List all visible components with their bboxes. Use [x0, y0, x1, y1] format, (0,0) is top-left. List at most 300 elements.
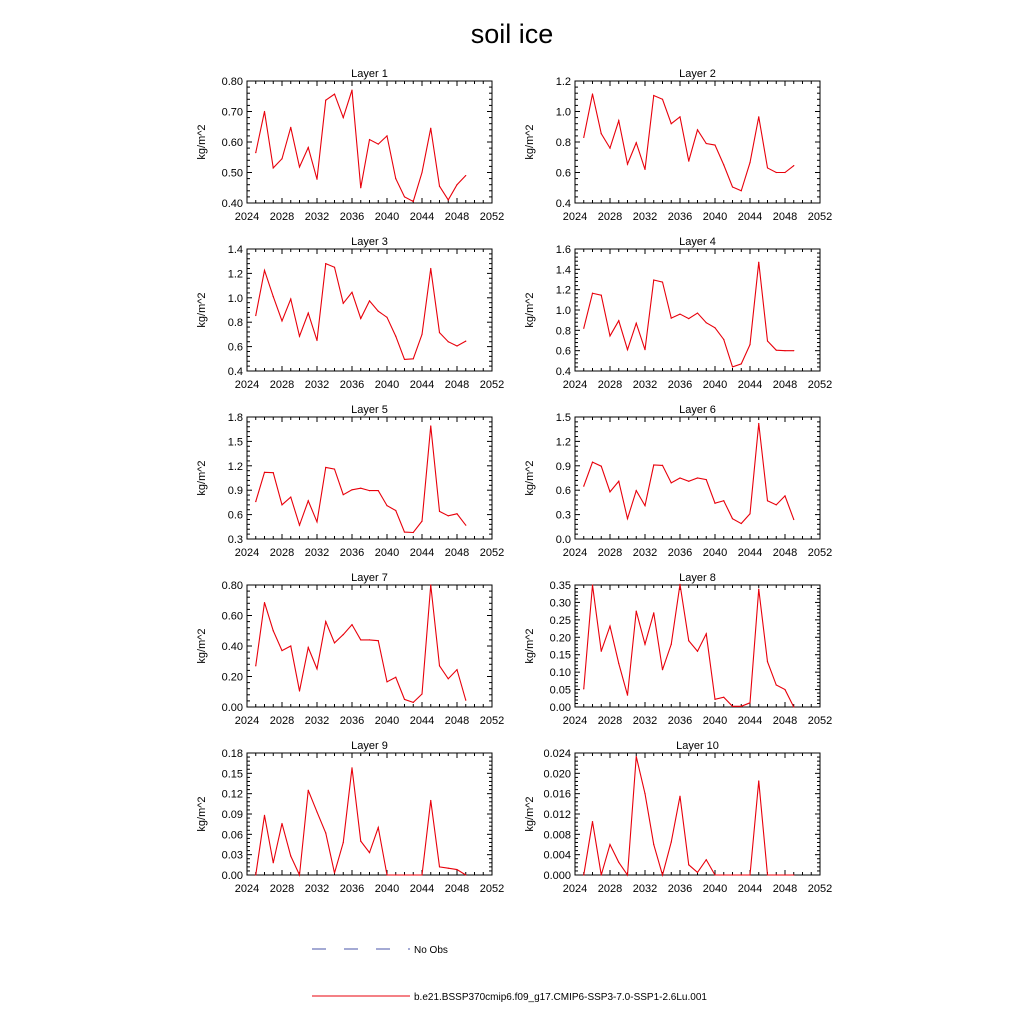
x-tick-label: 2040 [374, 211, 400, 223]
data-point [299, 690, 300, 691]
x-tick-label: 2040 [374, 547, 400, 559]
data-point [601, 133, 602, 134]
y-tick-label: 0.70 [221, 106, 243, 119]
data-point [636, 490, 637, 491]
panel-layer-9 [196, 740, 504, 895]
data-point [325, 467, 326, 468]
data-point [679, 313, 680, 314]
panel-title: Layer 1 [351, 68, 388, 80]
data-point [714, 874, 715, 875]
x-tick-label: 2052 [807, 883, 833, 895]
data-point [378, 490, 379, 491]
data-point [776, 350, 777, 351]
y-tick-label: 0.80 [221, 580, 243, 592]
panel-title: Layer 2 [679, 68, 716, 80]
data-point [732, 366, 733, 367]
y-tick-label: 0.6 [555, 167, 571, 180]
data-point [316, 521, 317, 522]
data-point [290, 298, 291, 299]
x-tick-label: 2024 [562, 547, 588, 559]
data-point [688, 318, 689, 319]
data-point [609, 491, 610, 492]
data-point [308, 790, 309, 791]
x-tick-label: 2036 [339, 379, 365, 391]
data-point [273, 296, 274, 297]
data-point [679, 796, 680, 797]
data-point [448, 199, 449, 200]
data-point [776, 504, 777, 505]
y-tick-label: 0.008 [543, 829, 571, 842]
data-point [308, 312, 309, 313]
data-point [439, 511, 440, 512]
data-point [662, 669, 663, 670]
y-tick-label: 0.016 [543, 788, 571, 801]
y-tick-label: 0.15 [549, 649, 571, 662]
data-point [386, 874, 387, 875]
data-point [439, 866, 440, 867]
data-point [325, 263, 326, 264]
x-tick-label: 2048 [444, 211, 470, 223]
data-point [325, 621, 326, 622]
x-tick-label: 2040 [374, 883, 400, 895]
data-point [741, 190, 742, 191]
data-point [369, 852, 370, 853]
plot-frame [247, 417, 492, 539]
x-tick-label: 2040 [702, 379, 728, 391]
data-point [697, 312, 698, 313]
data-point [316, 340, 317, 341]
y-tick-label: 1.4 [555, 264, 571, 277]
data-point [714, 503, 715, 504]
x-tick-label: 2044 [737, 715, 763, 727]
x-tick-label: 2032 [632, 883, 658, 895]
y-tick-label: 0.40 [221, 198, 243, 210]
data-point [264, 602, 265, 603]
y-tick-label: 1.5 [555, 412, 571, 424]
y-tick-label: 0.40 [221, 641, 243, 653]
data-point [290, 127, 291, 128]
data-point [290, 855, 291, 856]
series-line [256, 264, 466, 360]
data-point [671, 644, 672, 645]
x-tick-label: 2024 [234, 379, 260, 391]
x-tick-label: 2048 [772, 883, 798, 895]
y-tick-label: 0.6 [227, 509, 243, 522]
data-point [404, 874, 405, 875]
data-point [273, 472, 274, 473]
data-point [369, 300, 370, 301]
data-point [351, 767, 352, 768]
data-point [688, 864, 689, 865]
data-point [386, 505, 387, 506]
x-tick-label: 2036 [339, 547, 365, 559]
data-point [644, 793, 645, 794]
data-point [255, 501, 256, 502]
x-tick-label: 2032 [632, 379, 658, 391]
plot-frame [247, 585, 492, 707]
x-tick-label: 2036 [339, 211, 365, 223]
data-point [697, 129, 698, 130]
data-point [767, 661, 768, 662]
data-point [793, 165, 794, 166]
panel-layer-7 [196, 572, 504, 727]
y-tick-label: 1.8 [227, 412, 243, 424]
x-tick-label: 2044 [409, 211, 435, 223]
data-point [369, 639, 370, 640]
y-tick-label: 0.4 [227, 366, 243, 378]
x-tick-label: 2040 [374, 379, 400, 391]
data-point [439, 665, 440, 666]
series-line [584, 584, 794, 707]
data-point [592, 462, 593, 463]
data-point [255, 665, 256, 666]
y-tick-label: 0.9 [227, 485, 243, 498]
data-point [325, 100, 326, 101]
legend [312, 945, 707, 1003]
panels [196, 68, 832, 895]
y-tick-label: 0.30 [549, 597, 571, 610]
y-tick-label: 0.20 [549, 632, 571, 645]
x-tick-label: 2024 [234, 211, 260, 223]
data-point [343, 494, 344, 495]
data-point [456, 513, 457, 514]
data-point [714, 144, 715, 145]
data-point [430, 268, 431, 269]
x-tick-label: 2036 [667, 379, 693, 391]
y-tick-label: 1.5 [227, 436, 243, 449]
y-tick-label: 1.0 [227, 292, 243, 305]
x-tick-label: 2028 [597, 547, 623, 559]
x-tick-label: 2044 [737, 379, 763, 391]
x-tick-label: 2032 [304, 379, 330, 391]
data-point [369, 139, 370, 140]
data-point [308, 500, 309, 501]
data-point [644, 169, 645, 170]
data-point [758, 423, 759, 424]
data-point [749, 513, 750, 514]
data-point [767, 500, 768, 501]
data-point [723, 164, 724, 165]
data-point [378, 827, 379, 828]
x-tick-label: 2028 [269, 379, 295, 391]
x-tick-label: 2036 [667, 883, 693, 895]
data-point [741, 523, 742, 524]
y-axis-label: kg/m^2 [524, 796, 536, 832]
x-tick-label: 2032 [632, 715, 658, 727]
y-tick-label: 0.004 [543, 849, 571, 862]
x-tick-label: 2028 [597, 883, 623, 895]
x-tick-label: 2052 [807, 211, 833, 223]
x-tick-label: 2052 [807, 379, 833, 391]
data-point [793, 519, 794, 520]
data-point [706, 322, 707, 323]
y-axis-label: kg/m^2 [196, 796, 208, 832]
plot-frame [247, 753, 492, 875]
x-tick-label: 2044 [409, 715, 435, 727]
x-tick-label: 2048 [772, 379, 798, 391]
x-tick-label: 2032 [304, 883, 330, 895]
data-point [343, 634, 344, 635]
plot-frame [247, 249, 492, 371]
data-point [793, 874, 794, 875]
data-point [465, 341, 466, 342]
x-tick-label: 2036 [667, 715, 693, 727]
data-point [644, 644, 645, 645]
x-tick-label: 2036 [339, 715, 365, 727]
data-point [456, 869, 457, 870]
data-point [714, 327, 715, 328]
panel-layer-4 [524, 236, 832, 391]
data-point [784, 350, 785, 351]
data-point [723, 697, 724, 698]
data-point [465, 175, 466, 176]
data-point [776, 874, 777, 875]
data-point [413, 358, 414, 359]
data-point [583, 328, 584, 329]
panel-layer-1 [196, 68, 504, 223]
x-tick-label: 2052 [479, 715, 505, 727]
y-tick-label: 0.4 [555, 366, 571, 378]
y-tick-label: 0.3 [555, 509, 571, 522]
data-point [351, 624, 352, 625]
data-point [741, 874, 742, 875]
data-point [290, 645, 291, 646]
x-tick-label: 2024 [562, 883, 588, 895]
data-point [395, 178, 396, 179]
data-point [448, 515, 449, 516]
data-point [413, 874, 414, 875]
data-point [264, 111, 265, 112]
panel-layer-3 [196, 236, 504, 391]
data-point [395, 874, 396, 875]
data-point [421, 334, 422, 335]
data-point [299, 166, 300, 167]
data-point [601, 295, 602, 296]
data-point [784, 172, 785, 173]
data-point [465, 525, 466, 526]
data-point [636, 756, 637, 757]
y-tick-label: 1.2 [555, 436, 571, 449]
data-point [343, 842, 344, 843]
data-point [273, 630, 274, 631]
data-point [609, 148, 610, 149]
panel-layer-2 [524, 68, 832, 223]
data-point [448, 341, 449, 342]
data-point [732, 186, 733, 187]
data-point [601, 651, 602, 652]
panel-title: Layer 8 [679, 572, 716, 584]
data-point [609, 335, 610, 336]
data-point [776, 684, 777, 685]
data-point [644, 349, 645, 350]
data-point [299, 336, 300, 337]
y-tick-label: 1.2 [227, 268, 243, 281]
data-point [671, 482, 672, 483]
x-tick-label: 2048 [444, 715, 470, 727]
data-point [386, 681, 387, 682]
data-point [430, 425, 431, 426]
data-point [343, 117, 344, 118]
x-tick-label: 2028 [269, 715, 295, 727]
series-line [584, 424, 794, 524]
x-tick-label: 2048 [444, 547, 470, 559]
data-point [273, 167, 274, 168]
y-tick-label: 0.6 [227, 341, 243, 354]
series-line [256, 426, 466, 533]
data-point [749, 162, 750, 163]
data-point [767, 340, 768, 341]
x-tick-label: 2044 [737, 883, 763, 895]
x-tick-label: 2032 [304, 715, 330, 727]
data-point [627, 518, 628, 519]
data-point [395, 677, 396, 678]
data-point [618, 120, 619, 121]
data-point [618, 862, 619, 863]
data-point [439, 186, 440, 187]
y-tick-label: 0.03 [221, 849, 243, 862]
y-tick-label: 1.6 [555, 244, 571, 256]
y-tick-label: 1.2 [555, 284, 571, 297]
y-tick-label: 0.6 [555, 345, 571, 358]
y-tick-label: 1.2 [227, 460, 243, 473]
data-point [369, 490, 370, 491]
y-tick-label: 0.0 [555, 534, 571, 546]
data-point [281, 504, 282, 505]
x-tick-label: 2040 [702, 211, 728, 223]
x-tick-label: 2052 [807, 547, 833, 559]
x-tick-label: 2024 [562, 379, 588, 391]
x-tick-label: 2028 [597, 379, 623, 391]
data-point [264, 815, 265, 816]
data-point [456, 184, 457, 185]
y-tick-label: 0.3 [227, 534, 243, 546]
data-point [378, 144, 379, 145]
y-tick-label: 0.8 [227, 317, 243, 330]
legend-model-label: b.e21.BSSP370cmip6.f09_g17.CMIP6-SSP3-7.0-SSP1-2.6Lu.001 [414, 992, 707, 1003]
x-tick-label: 2052 [479, 211, 505, 223]
data-point [413, 201, 414, 202]
data-point [592, 93, 593, 94]
data-point [644, 505, 645, 506]
data-point [662, 281, 663, 282]
data-point [378, 640, 379, 641]
data-point [671, 123, 672, 124]
data-point [421, 521, 422, 522]
data-point [334, 642, 335, 643]
data-point [688, 640, 689, 641]
data-point [662, 874, 663, 875]
x-tick-label: 2052 [479, 883, 505, 895]
data-point [343, 303, 344, 304]
data-point [430, 128, 431, 129]
data-point [706, 859, 707, 860]
data-point [465, 700, 466, 701]
data-point [688, 160, 689, 161]
data-point [360, 488, 361, 489]
data-point [281, 320, 282, 321]
data-point [793, 350, 794, 351]
data-point [281, 823, 282, 824]
y-axis-label: kg/m^2 [524, 628, 536, 664]
x-tick-label: 2044 [409, 547, 435, 559]
data-point [776, 172, 777, 173]
y-tick-label: 1.0 [555, 305, 571, 317]
x-tick-label: 2028 [269, 547, 295, 559]
data-point [430, 800, 431, 801]
x-tick-label: 2048 [772, 211, 798, 223]
series-line [584, 94, 794, 191]
x-tick-label: 2044 [409, 379, 435, 391]
data-point [290, 497, 291, 498]
data-point [448, 678, 449, 679]
data-point [697, 872, 698, 873]
data-point [448, 868, 449, 869]
y-tick-label: 0.024 [543, 748, 571, 760]
data-point [741, 363, 742, 364]
x-tick-label: 2040 [374, 715, 400, 727]
figure-title: soil ice [470, 19, 554, 49]
data-point [636, 142, 637, 143]
y-tick-label: 0.20 [221, 671, 243, 684]
data-point [723, 339, 724, 340]
x-tick-label: 2024 [234, 883, 260, 895]
x-tick-label: 2044 [737, 547, 763, 559]
data-point [741, 706, 742, 707]
data-point [360, 318, 361, 319]
data-point [316, 668, 317, 669]
data-point [679, 477, 680, 478]
plot-frame [575, 249, 820, 371]
data-point [749, 344, 750, 345]
x-tick-label: 2044 [737, 211, 763, 223]
data-point [749, 702, 750, 703]
data-point [688, 481, 689, 482]
y-tick-label: 0.09 [221, 809, 243, 821]
data-point [386, 135, 387, 136]
x-tick-label: 2028 [597, 211, 623, 223]
data-point [767, 874, 768, 875]
x-tick-label: 2052 [479, 379, 505, 391]
data-point [281, 158, 282, 159]
y-axis-label: kg/m^2 [196, 292, 208, 328]
x-tick-label: 2048 [772, 715, 798, 727]
data-point [618, 663, 619, 664]
data-point [255, 874, 256, 875]
x-tick-label: 2024 [234, 547, 260, 559]
y-tick-label: 1.2 [555, 76, 571, 88]
data-point [653, 464, 654, 465]
x-tick-label: 2028 [597, 715, 623, 727]
data-point [264, 472, 265, 473]
data-point [653, 279, 654, 280]
y-axis-label: kg/m^2 [196, 460, 208, 496]
data-point [601, 466, 602, 467]
series-line [256, 768, 466, 875]
panel-layer-10 [524, 740, 832, 895]
data-point [465, 874, 466, 875]
x-tick-label: 2040 [702, 547, 728, 559]
data-point [439, 332, 440, 333]
x-tick-label: 2040 [702, 715, 728, 727]
data-point [334, 872, 335, 873]
data-point [413, 702, 414, 703]
x-tick-label: 2048 [444, 883, 470, 895]
x-tick-label: 2024 [562, 211, 588, 223]
x-tick-label: 2028 [269, 883, 295, 895]
data-point [732, 706, 733, 707]
data-point [627, 164, 628, 165]
x-tick-label: 2032 [632, 211, 658, 223]
